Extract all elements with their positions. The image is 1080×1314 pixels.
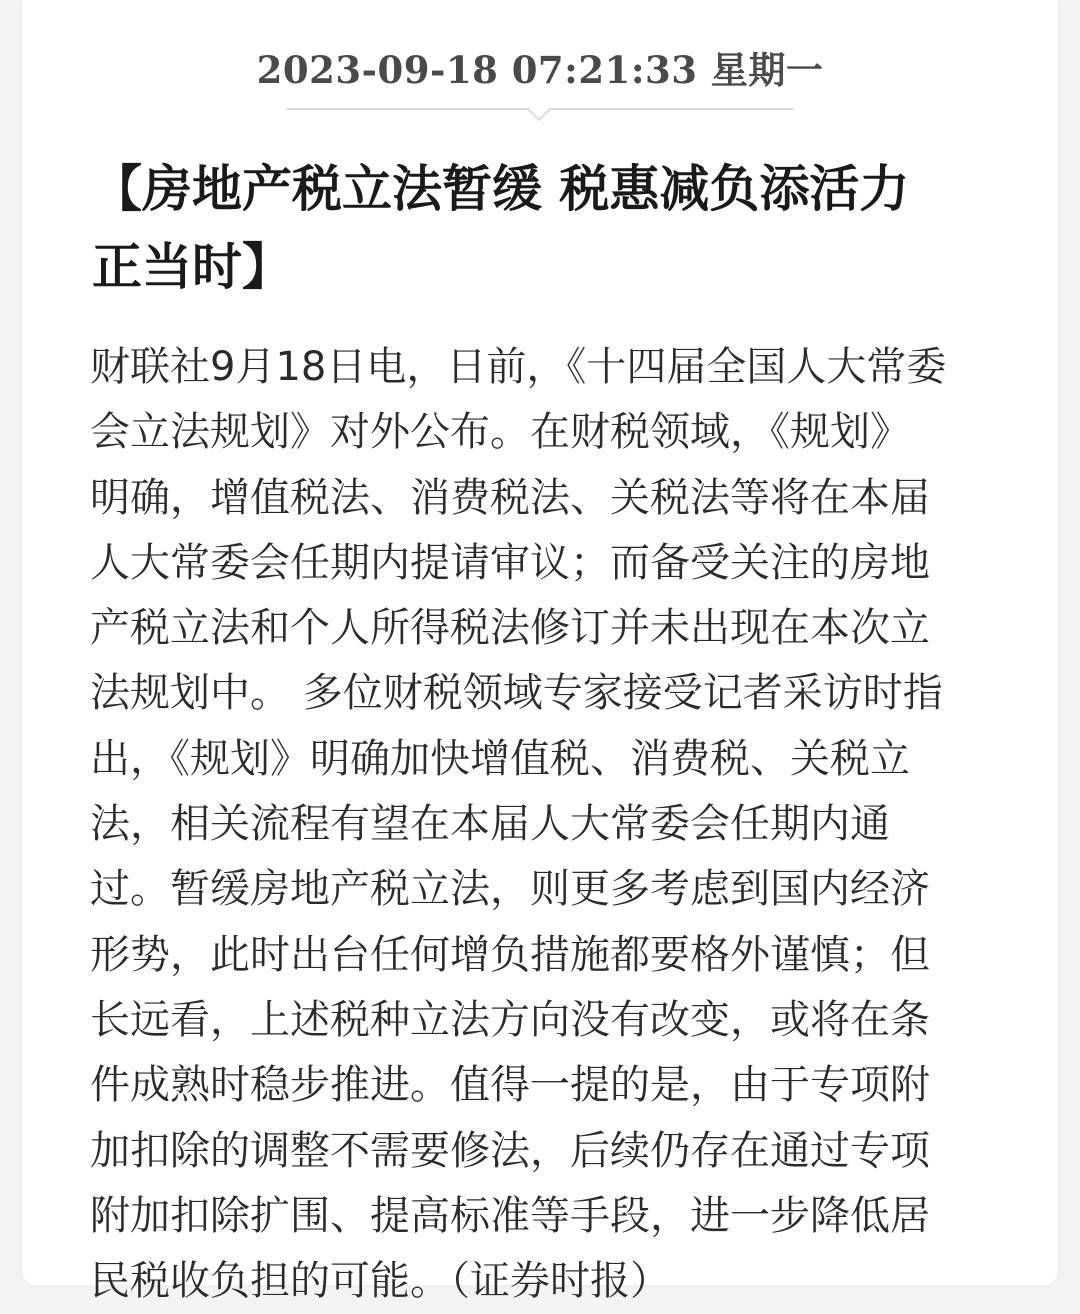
body-line: 民税收负担的可能。（证券时报） <box>90 1258 670 1305</box>
body-line: 件成熟时稳步推进。值得一提的是，由于专项附 <box>90 1062 930 1109</box>
title-line: 正当时】 <box>92 238 292 296</box>
title-line: 【房地产税立法暂缓 税惠减负添活力 <box>92 160 910 218</box>
body-line: 长远看，上述税种立法方向没有改变，或将在条 <box>90 996 930 1043</box>
body-line: 会立法规划》对外公布。在财税领域，《规划》 <box>90 409 910 456</box>
body-line: 出，《规划》明确加快增值税、消费税、关税立 <box>90 735 910 782</box>
body-line: 法规划中。 多位财税领域专家接受记者采访时指 <box>90 670 943 717</box>
body-line: 法，相关流程有望在本届人大常委会任期内通 <box>90 801 890 848</box>
body-line: 形势，此时出台任何增负措施都要格外谨慎；但 <box>90 931 930 978</box>
publish-datetime: 2023-09-18 07:21:33 星期一 <box>256 48 824 92</box>
body-line: 财联社9月18日电，日前，《十四届全国人大常委 <box>90 344 947 390</box>
body-line: 明确，增值税法、消费税法、关税法等将在本届 <box>90 474 930 521</box>
article-title <box>92 150 997 306</box>
body-line: 产税立法和个人所得税法修订并未出现在本次立 <box>90 605 930 652</box>
body-line: 过。暂缓房地产税立法，则更多考虑到国内经济 <box>90 866 930 913</box>
body-line: 附加扣除扩围、提高标准等手段，进一步降低居 <box>90 1192 930 1239</box>
body-line: 人大常委会任期内提请审议；而备受关注的房地 <box>90 539 930 586</box>
body-line: 加扣除的调整不需要修法，后续仍存在通过专项 <box>90 1127 930 1174</box>
article-body <box>90 335 995 1314</box>
